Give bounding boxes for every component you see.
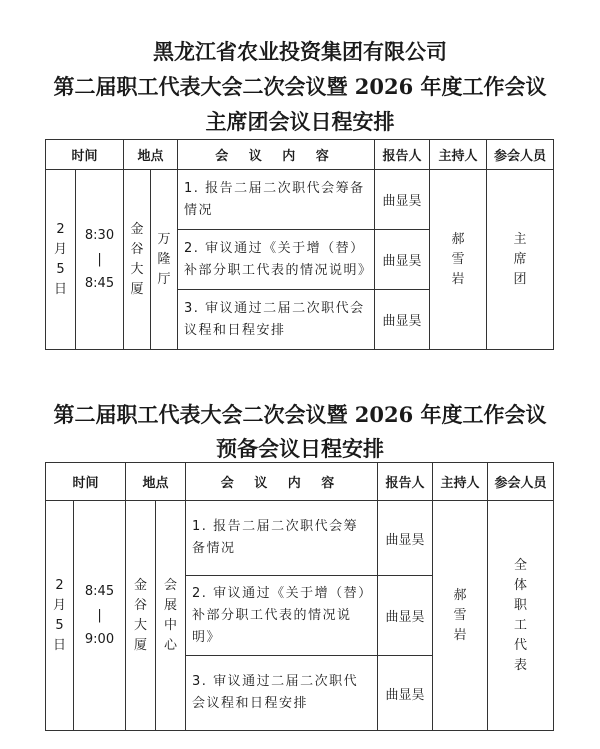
meeting-title-2: 第二届职工代表大会二次会议暨 2026 年度工作会议 xyxy=(53,402,547,427)
meeting-title: 第二届职工代表大会二次会议暨 2026 年度工作会议 xyxy=(53,74,547,99)
building-cell: 金 谷 大 厦 xyxy=(124,170,151,350)
preparatory-schedule-table xyxy=(45,462,554,731)
agenda-item: 1. 报告二届二次职代会筹备情况 xyxy=(186,501,378,576)
room-cell: 万 隆 厅 xyxy=(151,170,178,350)
attendees-cell: 主 席 团 xyxy=(487,170,554,350)
agenda-item: 1. 报告二届二次职代会筹备情况 xyxy=(178,170,375,230)
org-title: 黑龙江省农业投资集团有限公司 xyxy=(153,39,447,64)
date-cell: 2 月 5 日 xyxy=(46,501,74,731)
header-host: 主持人 xyxy=(430,140,487,170)
agenda-item: 3. 审议通过二届二次职代会议程和日程安排 xyxy=(178,290,375,350)
reporter-cell: 曲显昊 xyxy=(375,170,430,230)
time-cell: 8:45 | 9:00 xyxy=(74,501,126,731)
header-host: 主持人 xyxy=(433,463,488,501)
header-content: 会 议 内 容 xyxy=(186,463,378,501)
room-cell: 会 展 中 心 xyxy=(156,501,186,731)
header-attendees: 参会人员 xyxy=(487,140,554,170)
agenda-item: 3. 审议通过二届二次职代会议程和日程安排 xyxy=(186,656,378,731)
host-cell: 郝 雪 岩 xyxy=(433,501,488,731)
reporter-cell: 曲显昊 xyxy=(378,656,433,731)
header-reporter: 报告人 xyxy=(375,140,430,170)
header-time: 时间 xyxy=(46,140,124,170)
attendees-cell: 全 体 职 工 代 表 xyxy=(488,501,554,731)
header-attendees: 参会人员 xyxy=(488,463,554,501)
host-cell: 郝 雪 岩 xyxy=(430,170,487,350)
reporter-cell: 曲显昊 xyxy=(378,501,433,576)
presidium-schedule-title: 主席团会议日程安排 xyxy=(205,109,395,134)
preparatory-schedule-title: 预备会议日程安排 xyxy=(216,436,384,461)
time-cell: 8:30 | 8:45 xyxy=(76,170,124,350)
header-time: 时间 xyxy=(46,463,126,501)
header-content: 会 议 内 容 xyxy=(178,140,375,170)
table-row xyxy=(46,501,554,576)
table-row xyxy=(46,170,554,230)
header-place: 地点 xyxy=(126,463,186,501)
reporter-cell: 曲显昊 xyxy=(375,290,430,350)
agenda-item: 2. 审议通过《关于增（替）补部分职工代表的情况说明》 xyxy=(186,576,378,656)
reporter-cell: 曲显昊 xyxy=(375,230,430,290)
header-reporter: 报告人 xyxy=(378,463,433,501)
date-cell: 2 月 5 日 xyxy=(46,170,76,350)
header-row xyxy=(46,463,554,501)
header-row xyxy=(46,140,554,170)
reporter-cell: 曲显昊 xyxy=(378,576,433,656)
header-place: 地点 xyxy=(124,140,178,170)
agenda-item: 2. 审议通过《关于增（替）补部分职工代表的情况说明》 xyxy=(178,230,375,290)
presidium-schedule-table xyxy=(45,139,554,350)
building-cell: 金 谷 大 厦 xyxy=(126,501,156,731)
